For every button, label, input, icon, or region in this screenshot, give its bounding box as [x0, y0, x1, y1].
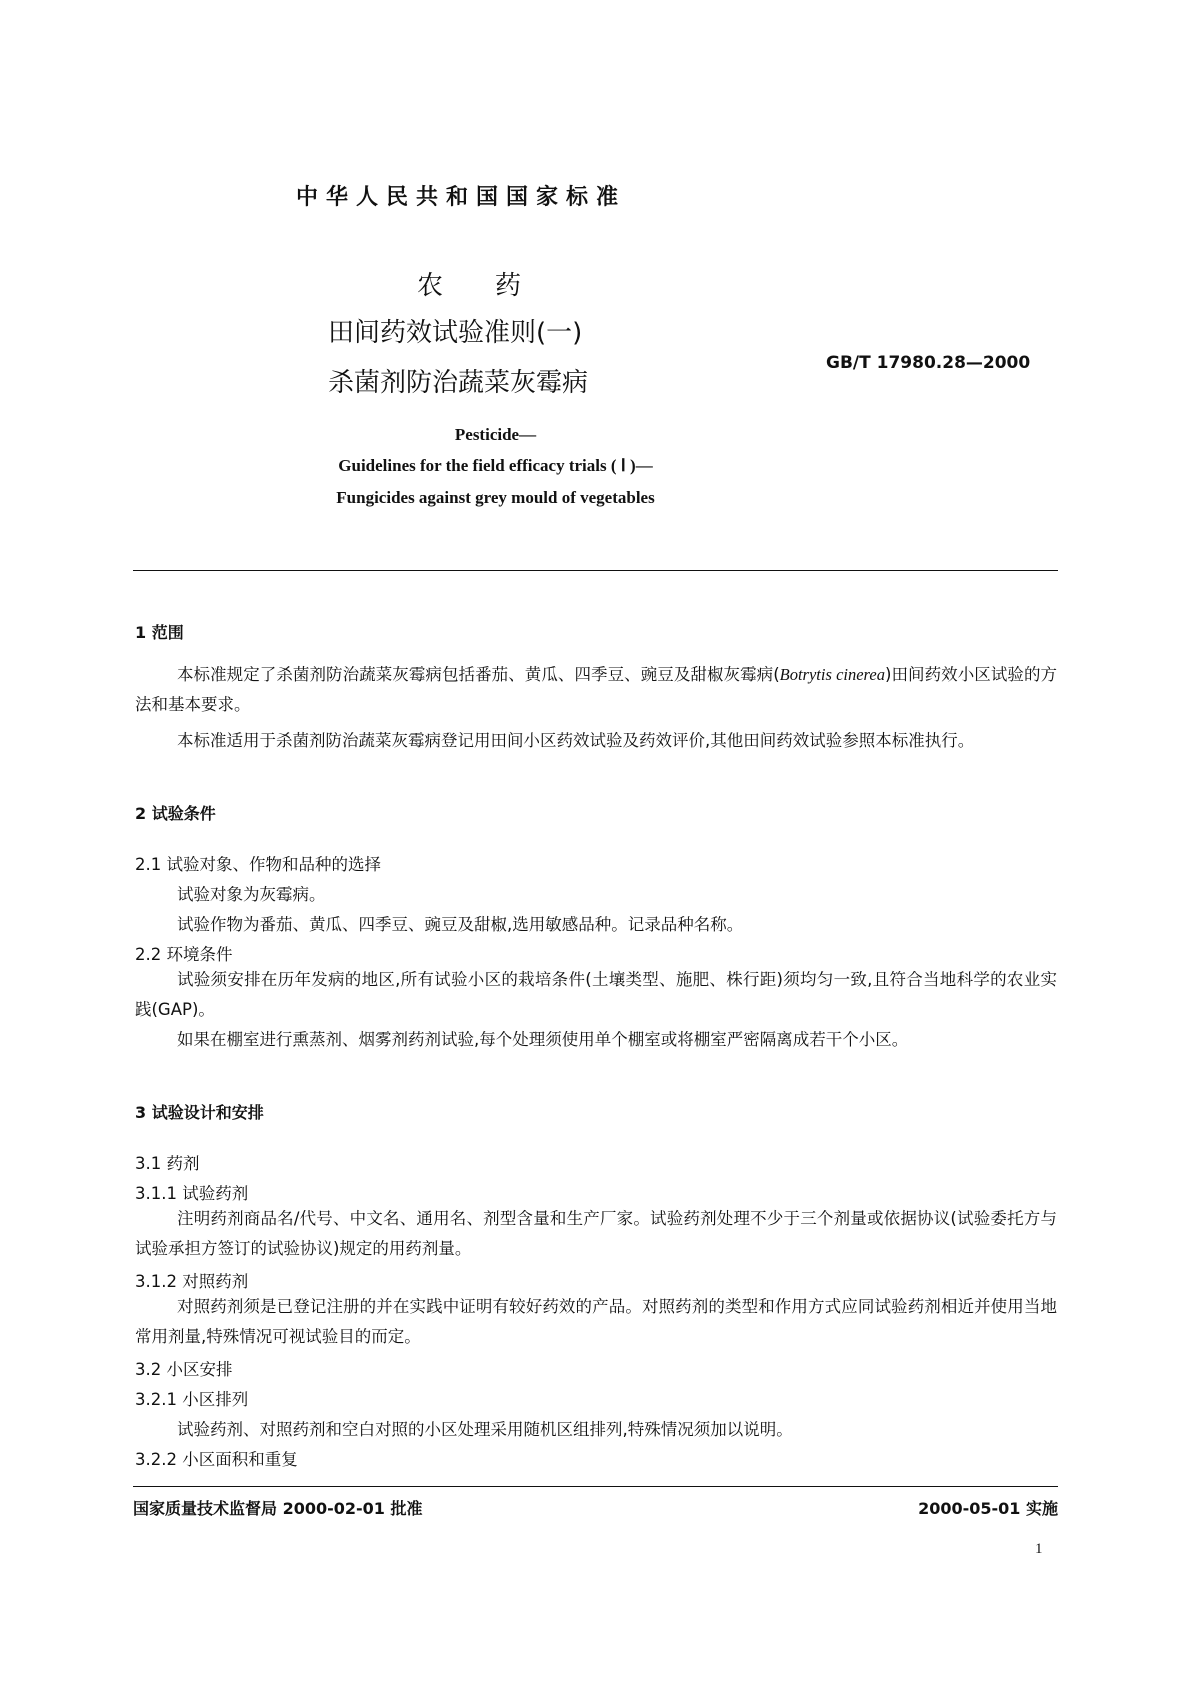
national-standard-title: 中华人民共和国国家标准 [296, 185, 627, 210]
section-3-2-2-heading: 3.2.2 小区面积和重复 [135, 1450, 298, 1469]
section-1-paragraph-1 [135, 660, 1057, 720]
section-3-1-1-paragraph: 注明药剂商品名/代号、中文名、通用名、剂型含量和生产厂家。试验药剂处理不少于三个剂量或依据协议(试验委托方与试验承担方签订的试验协议)规定的用药剂量。 [135, 1209, 1057, 1258]
doc-title-line1: 农药 [417, 271, 574, 301]
footer-divider [133, 1486, 1058, 1487]
section-2-heading: 2 试验条件 [135, 804, 216, 823]
section-3-1-2-heading: 3.1.2 对照药剂 [135, 1272, 249, 1291]
latin-species-name: Botrytis cinerea [779, 665, 885, 684]
section-2-1-heading: 2.1 试验对象、作物和品种的选择 [135, 855, 381, 874]
section-1-heading: 1 范围 [135, 623, 184, 642]
section-1-p1-text-a: 本标准规定了杀菌剂防治蔬菜灰霉病包括番茄、黄瓜、四季豆、豌豆及甜椒灰霉病( [177, 665, 780, 684]
section-3-1-1-heading: 3.1.1 试验药剂 [135, 1184, 249, 1203]
section-2-2-paragraph-2: 如果在棚室进行熏蒸剂、烟雾剂药剂试验,每个处理须使用单个棚室或将棚室严密隔离成若干个小区。 [177, 1030, 909, 1049]
english-title-line3: Fungicides against grey mould of vegetables [336, 488, 655, 507]
section-3-heading: 3 试验设计和安排 [135, 1103, 264, 1122]
implementation-date: 2000-05-01 实施 [918, 1499, 1058, 1518]
doc-title-line2: 田间药效试验准则(一) [328, 318, 583, 348]
section-2-1-line-2: 试验作物为番茄、黄瓜、四季豆、豌豆及甜椒,选用敏感品种。记录品种名称。 [177, 915, 744, 934]
approval-note: 国家质量技术监督局 2000-02-01 批准 [133, 1499, 423, 1518]
page-number: 1 [1035, 1541, 1043, 1557]
section-3-1-2-paragraph: 对照药剂须是已登记注册的并在实践中证明有较好药效的产品。对照药剂的类型和作用方式应同试验药剂相近并使用当地常用剂量,特殊情况可视试验目的而定。 [135, 1297, 1057, 1346]
section-2-1-line-1: 试验对象为灰霉病。 [177, 885, 326, 904]
section-2-2-heading: 2.2 环境条件 [135, 945, 233, 964]
section-3-2-1-heading: 3.2.1 小区排列 [135, 1390, 249, 1409]
section-1-p1-text-b: )田间药效小区试验的方法和基本要求。 [135, 665, 1058, 714]
doc-title-line3: 杀菌剂防治蔬菜灰霉病 [328, 368, 589, 398]
section-2-2-paragraph-1: 试验须安排在历年发病的地区,所有试验小区的栽培条件(土壤类型、施肥、株行距)须均匀一致,且符合当地科学的农业实践(GAP)。 [135, 970, 1057, 1019]
english-title-line2: Guidelines for the field efficacy trials ( Ⅰ )— [338, 456, 653, 475]
header-divider [133, 570, 1058, 571]
standard-number: GB/T 17980.28—2000 [826, 353, 1031, 373]
section-3-2-heading: 3.2 小区安排 [135, 1360, 233, 1379]
english-title-line1: Pesticide— [454, 425, 537, 444]
section-1-paragraph-2: 本标准适用于杀菌剂防治蔬菜灰霉病登记用田间小区药效试验及药效评价,其他田间药效试验参照本标准执行。 [177, 731, 975, 750]
section-3-2-1-line: 试验药剂、对照药剂和空白对照的小区处理采用随机区组排列,特殊情况须加以说明。 [177, 1420, 793, 1439]
section-3-1-heading: 3.1 药剂 [135, 1154, 200, 1173]
